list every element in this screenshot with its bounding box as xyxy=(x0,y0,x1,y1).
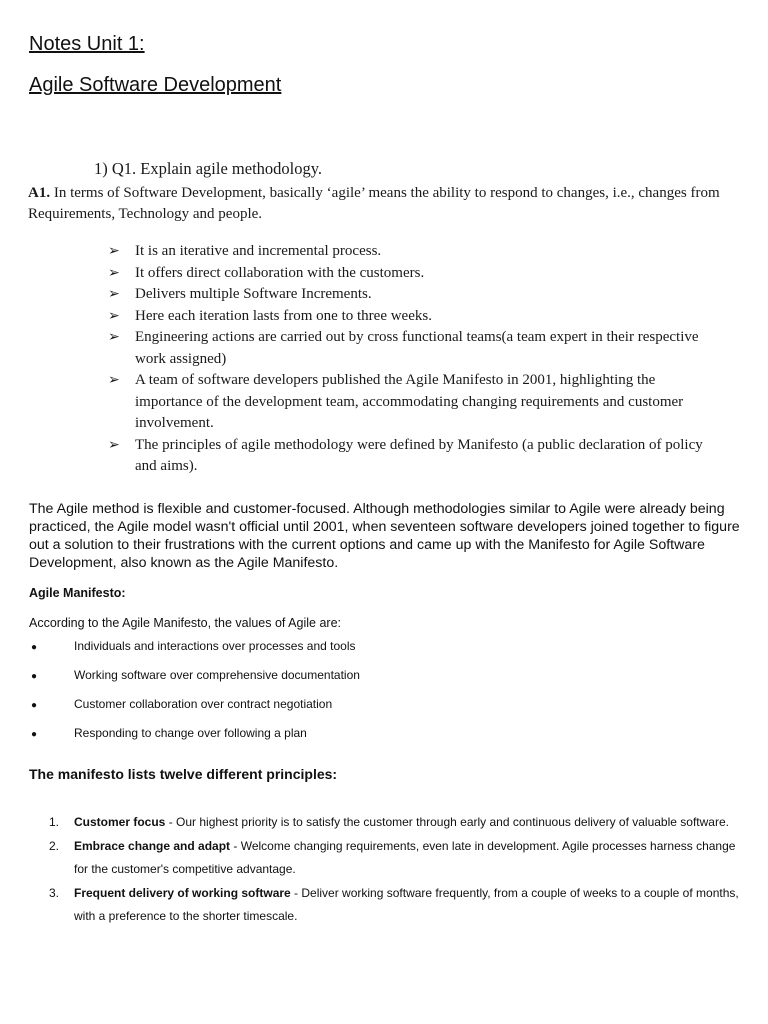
scanned-bullet-list xyxy=(108,241,708,478)
list-item: ➢ It is an iterative and incremental process. xyxy=(108,241,708,263)
list-item: ➢ Engineering actions are carried out by cross functional teams(a team expert in their respective work assigned) xyxy=(108,329,699,367)
arrow-bullet-icon: ➢ xyxy=(108,244,120,259)
agile-paragraph: The Agile method is flexible and customer-focused. Although methodologies similar to Agile were already being practiced, the Agile model wasn't official until 2001, when seventeen software developers joined together to figure out a solution to their frustrations with the current options and came up with the Manifesto for Agile Software Development, also known as the Agile Manifesto. xyxy=(29,501,740,571)
scanned-question: 1) Q1. Explain agile methodology. xyxy=(94,159,323,178)
list-item: 2. Embrace change and adapt - Welcome changing requirements, even late in development. Agile processes harness change for the customer's competitive advantage. xyxy=(49,838,736,876)
answer-text: In terms of Software Development, basically ‘agile’ means the ability to respond to changes, i.e., changes from Requirements, Technology and people. xyxy=(28,185,720,222)
list-item: ➢ The principles of agile methodology were defined by Manifesto (a public declaration of policy and aims). xyxy=(108,436,703,474)
values-list xyxy=(29,639,360,755)
list-item: 3. Frequent delivery of working software - Deliver working software frequently, from a couple of weeks to a couple of months, with a preference to the shorter timescale. xyxy=(49,885,739,923)
page-title: Notes Unit 1: xyxy=(29,33,145,55)
answer-label: A1. xyxy=(28,185,51,201)
scanned-answer xyxy=(28,183,728,225)
list-item: ➢ It offers direct collaboration with the customers. xyxy=(108,263,708,285)
manifesto-intro: According to the Agile Manifesto, the values of Agile are: xyxy=(29,616,341,630)
list-item: ➢ A team of software developers published the Agile Manifesto in 2001, highlighting the importance of the development team, accommodating changing requirements and customer involvement. xyxy=(108,372,684,431)
arrow-bullet-icon: ➢ xyxy=(108,265,120,281)
principles-list xyxy=(29,811,749,929)
bullet-icon: ● xyxy=(31,700,38,711)
list-item: 1. Customer focus - Our highest priority is to satisfy the customer through early and continuous delivery of valuable software. xyxy=(49,815,729,829)
arrow-bullet-icon: ➢ xyxy=(108,330,120,345)
bullet-icon: ● xyxy=(31,671,38,682)
arrow-bullet-icon: ➢ xyxy=(108,437,120,453)
arrow-bullet-icon: ➢ xyxy=(108,373,120,388)
list-item: ● Responding to change over following a plan xyxy=(31,726,307,740)
bullet-icon: ● xyxy=(31,642,38,653)
arrow-bullet-icon: ➢ xyxy=(108,287,120,302)
arrow-bullet-icon: ➢ xyxy=(108,308,120,324)
list-item: ● Working software over comprehensive documentation xyxy=(31,668,360,682)
bullet-icon: ● xyxy=(31,729,38,740)
list-item: ● Individuals and interactions over processes and tools xyxy=(31,639,356,653)
list-item: ➢ Here each iteration lasts from one to three weeks. xyxy=(108,306,708,328)
manifesto-heading: Agile Manifesto: xyxy=(29,586,126,600)
principles-heading: The manifesto lists twelve different principles: xyxy=(29,766,338,782)
list-item: ➢ Delivers multiple Software Increments. xyxy=(108,284,708,306)
page-subtitle: Agile Software Development xyxy=(29,74,282,96)
list-item: ● Customer collaboration over contract negotiation xyxy=(31,697,333,711)
